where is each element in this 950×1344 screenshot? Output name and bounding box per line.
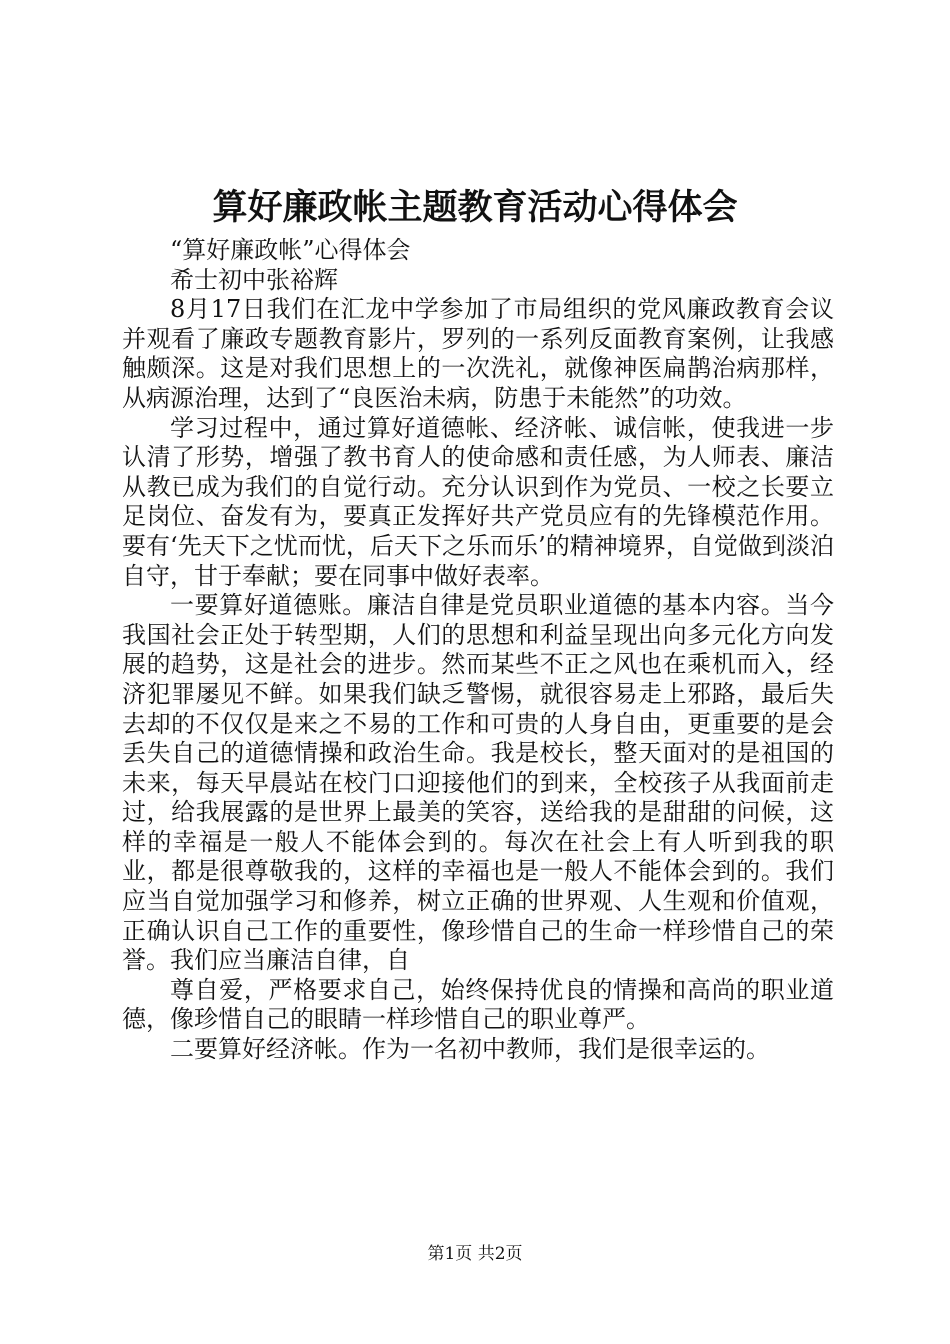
paragraph: 学习过程中，通过算好道德帐、经济帐、诚信帐，使我进一步认清了形势，增强了教书育人的使命感和责任感，为人师表、廉洁从教已成为我们的自觉行动。充分认识到作为党员、一校之长要立足岗位、奋发有为，要真正发挥好共产党员应有的先锋模范作用。要有‘先天下之忧而忧，后天下之乐而乐’的精神境界，自觉做到淡泊自守，甘于奉献；要在同事中做好表率。 [122,413,834,590]
paragraph: 二要算好经济帐。作为一名初中教师，我们是很幸运的。 [170,1035,770,1064]
document-subtitle: “算好廉政帐”心得体会 [170,236,411,264]
paragraph: 8月17日我们在汇龙中学参加了市局组织的党风廉政教育会议并观看了廉政专题教育影片，罗列的一系列反面教育案例，让我感触颇深。这是对我们思想上的一次洗礼，就像神医扁鹊治病那样，从病源治理，达到了“良医治未病，防患于未能然”的功效。 [122,295,834,412]
paragraph: 一要算好道德账。廉洁自律是党员职业道德的基本内容。当今我国社会正处于转型期，人们的思想和利益呈现出向多元化方向发展的趋势，这是社会的进步。然而某些不正之风也在乘机而入，经济犯罪屡见不鲜。如果我们缺乏警惕，就很容易走上邪路，最后失去却的不仅仅是来之不易的工作和可贵的人身自由，更重要的是会丢失自己的道德情操和政治生命。我是校长，整天面对的是祖国的未来，每天早晨站在校门口迎接他们的到来，全校孩子从我面前走过，给我展露的是世界上最美的笑容，送给我的是甜甜的问候，这样的幸福是一般人不能体会到的。每次在社会上有人听到我的职业，都是很尊敬我的，这样的幸福也是一般人不能体会到的。我们应当自觉加强学习和修养，树立正确的世界观、人生观和价值观，正确认识自己工作的重要性，像珍惜自己的生命一样珍惜自己的荣誉。我们应当廉洁自律，自 [122,591,834,975]
document-body [122,236,834,1065]
paragraph: 尊自爱，严格要求自己，始终保持优良的情操和高尚的职业道德，像珍惜自己的眼睛一样珍惜自己的职业尊严。 [122,975,834,1034]
document-title: 算好廉政帐主题教育活动心得体会 [212,187,738,228]
page-footer: 第1页 共2页 [427,1244,523,1264]
document-author: 希士初中张裕辉 [170,265,338,294]
